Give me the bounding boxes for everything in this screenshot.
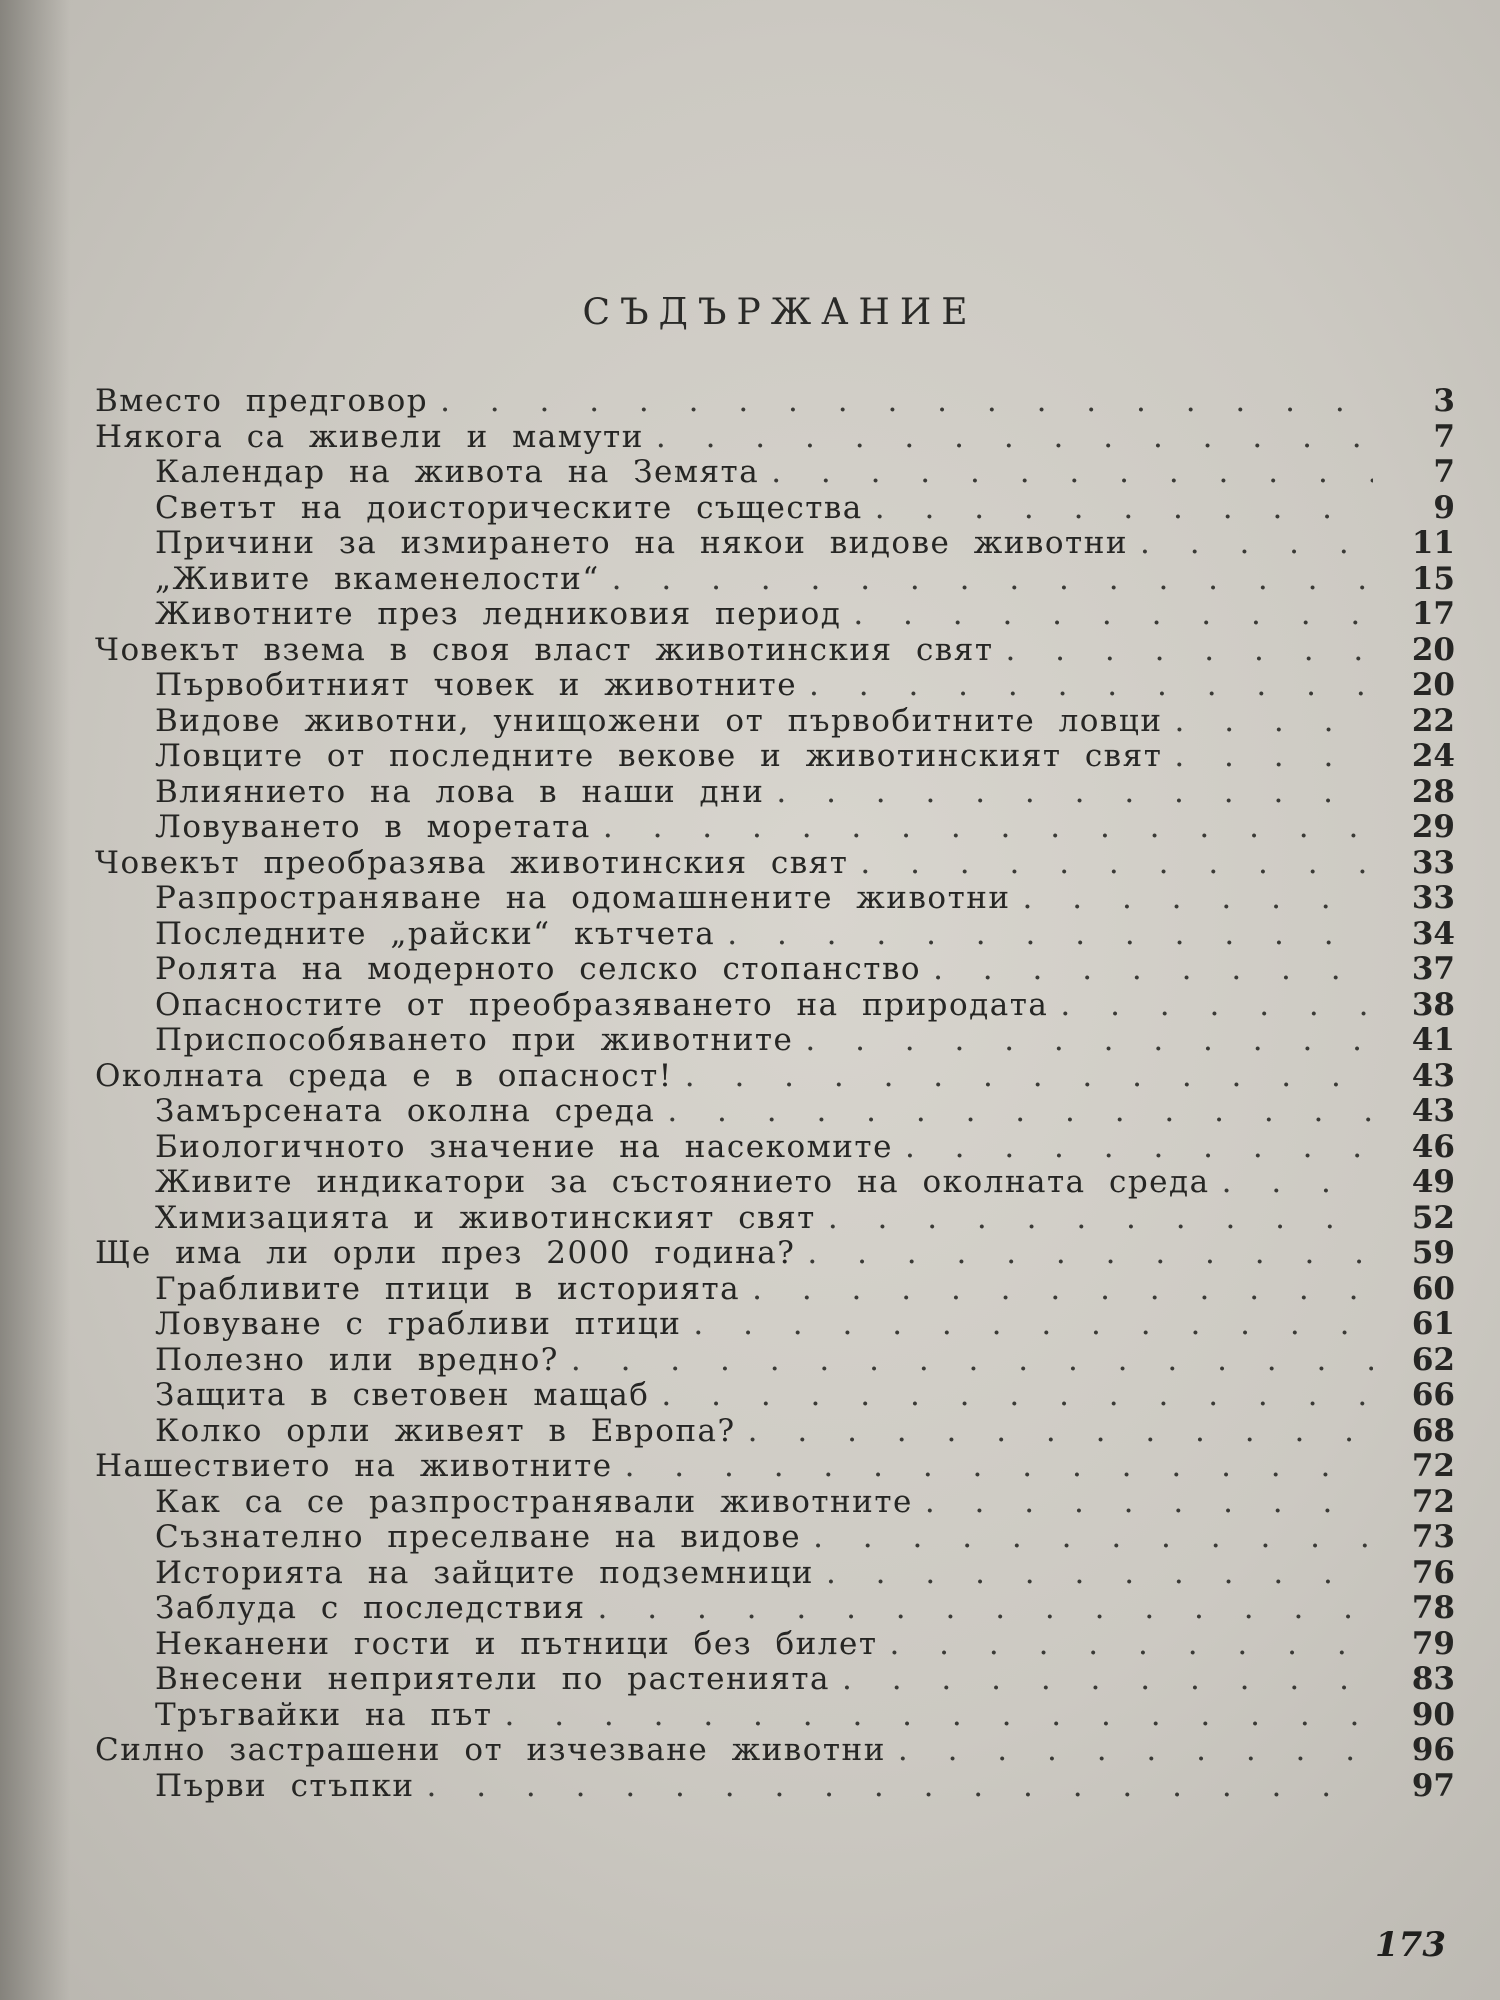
toc-entry-page: 28 [1411, 773, 1455, 810]
toc-entry-page: 20 [1411, 631, 1455, 668]
toc-entry [95, 1093, 1455, 1129]
dot-leader [853, 596, 1373, 632]
dot-leader [925, 1484, 1373, 1520]
toc-entry-page: 68 [1411, 1412, 1455, 1449]
dot-leader [752, 1271, 1373, 1307]
toc-entry-label: Видове животни, унищожени от първобитните ловци [155, 702, 1163, 739]
toc-entry-label: Колко орли живеят в Европа? [155, 1412, 736, 1449]
toc-entry [95, 916, 1455, 952]
toc-entry [95, 1235, 1455, 1271]
dot-leader [1060, 987, 1373, 1023]
toc-entry-label: Опасностите от преобразяването на природата [155, 986, 1049, 1023]
dot-leader [748, 1413, 1373, 1449]
toc-entry-page: 15 [1411, 560, 1455, 597]
toc-entry [95, 1129, 1455, 1165]
toc-entry [95, 809, 1455, 845]
toc-entry-label: Заблуда с последствия [155, 1590, 586, 1626]
toc-entry [95, 987, 1455, 1023]
toc-entry-page: 72 [1411, 1448, 1455, 1484]
toc-entry-page: 3 [1433, 383, 1455, 419]
toc-entry-page: 90 [1411, 1696, 1455, 1733]
toc-entry [95, 632, 1455, 668]
toc-entry-label: Как са се разпространявали животните [155, 1483, 913, 1520]
dot-leader [440, 383, 1373, 419]
toc-entry-label: Неканени гости и пътници без билет [155, 1625, 878, 1662]
toc-entry [95, 1164, 1455, 1200]
toc-entry [95, 490, 1455, 526]
toc-entry-label: Приспособяването при животните [155, 1022, 794, 1058]
toc-entry-label: Живите индикатори за състоянието на околната среда [155, 1164, 1210, 1200]
page-title: СЪДЪРЖАНИЕ [582, 292, 978, 333]
dot-leader [776, 774, 1373, 810]
dot-leader [875, 490, 1373, 526]
toc-entry [95, 1022, 1455, 1058]
dot-leader [809, 667, 1373, 703]
toc-entry-label: Човекът взема в своя власт животинския свят [95, 631, 994, 668]
toc-entry [95, 1306, 1455, 1342]
toc-entry-label: Причини за измирането на някои видове животни [155, 525, 1129, 561]
dot-leader [603, 809, 1373, 845]
toc-entry [95, 880, 1455, 916]
dot-leader [807, 1235, 1373, 1271]
toc-entry [95, 951, 1455, 987]
toc-entry-label: Силно застрашени от изчезване животни [95, 1732, 886, 1768]
dot-leader [898, 1732, 1373, 1768]
toc-entry [95, 667, 1455, 703]
dot-leader [889, 1626, 1373, 1662]
toc-entry-page: 41 [1411, 1022, 1455, 1058]
dot-leader [933, 951, 1373, 987]
toc-entry-page: 52 [1411, 1199, 1455, 1236]
dot-leader [826, 1555, 1373, 1591]
toc-entry-label: Полезно или вредно? [155, 1341, 559, 1378]
toc-entry-page: 7 [1433, 418, 1455, 455]
toc-entry-page: 46 [1411, 1128, 1455, 1165]
toc-entry-page: 29 [1411, 809, 1455, 845]
page-number: 173 [1375, 1925, 1446, 1965]
toc-entry [95, 1200, 1455, 1236]
toc-entry-page: 38 [1411, 986, 1455, 1023]
toc-entry-page: 66 [1411, 1377, 1455, 1413]
dot-leader [1140, 525, 1373, 561]
toc-entry-page: 24 [1411, 738, 1455, 774]
toc-entry-page: 76 [1411, 1554, 1455, 1591]
toc-entry [95, 1342, 1455, 1378]
toc-entry-label: Някога са живели и мамути [95, 418, 644, 455]
toc-entry [95, 1661, 1455, 1697]
dot-leader [667, 1093, 1373, 1129]
toc-entry [95, 1058, 1455, 1094]
toc-entry-label: Първи стъпки [155, 1767, 415, 1804]
toc-entry-page: 72 [1411, 1483, 1455, 1520]
toc-entry [95, 738, 1455, 774]
toc-entry-page: 37 [1411, 951, 1455, 987]
toc-entry-label: Ловците от последните векове и животинският свят [155, 738, 1163, 774]
toc-entry-label: Календар на живота на Земята [155, 454, 760, 490]
toc-entry [95, 419, 1455, 455]
toc-entry-label: Ролята на модерното селско стопанство [155, 951, 922, 987]
toc-entry-label: Влиянието на лова в наши дни [155, 773, 765, 810]
toc-entry-label: Животните през ледниковия период [155, 596, 842, 632]
toc-entry-label: Тръгвайки на път [155, 1696, 493, 1733]
toc-entry-page: 20 [1411, 667, 1455, 703]
toc-entry-page: 49 [1411, 1164, 1455, 1200]
toc-entry [95, 1768, 1455, 1804]
dot-leader [1174, 738, 1373, 774]
toc-entry [95, 1519, 1455, 1555]
toc-entry [95, 1377, 1455, 1413]
toc-entry-page: 83 [1411, 1661, 1455, 1697]
toc-entry-label: „Живите вкаменелости“ [155, 560, 600, 597]
toc-entry-page: 96 [1411, 1732, 1455, 1768]
dot-leader [505, 1697, 1373, 1733]
toc-entry [95, 1413, 1455, 1449]
toc-entry-label: Ловуване с грабливи птици [155, 1306, 682, 1342]
toc-entry-page: 61 [1411, 1306, 1455, 1342]
toc-entry-label: Биологичното значение на насекомите [155, 1128, 893, 1165]
dot-leader [661, 1377, 1373, 1413]
dot-leader [1023, 880, 1373, 916]
toc-entry-page: 60 [1411, 1270, 1455, 1307]
dot-leader [571, 1342, 1373, 1378]
dot-leader [828, 1200, 1373, 1236]
toc-entry [95, 1732, 1455, 1768]
toc-entry-label: Ловуването в моретата [155, 809, 591, 845]
toc-entry [95, 383, 1455, 419]
dot-leader [860, 845, 1373, 881]
toc-entry-label: Замърсената околна среда [155, 1093, 656, 1129]
toc-entry-page: 33 [1411, 844, 1455, 881]
dot-leader [1222, 1164, 1373, 1200]
toc-entry-page: 78 [1411, 1590, 1455, 1626]
toc-entry [95, 1697, 1455, 1733]
toc-entry [95, 1555, 1455, 1591]
table-of-contents [95, 383, 1455, 1803]
toc-entry-label: Нашествието на животните [95, 1448, 613, 1484]
toc-entry-label: Историята на зайците подземници [155, 1554, 814, 1591]
dot-leader [656, 419, 1373, 455]
toc-entry-label: Защита в световен мащаб [155, 1377, 650, 1413]
toc-entry [95, 845, 1455, 881]
toc-entry-label: Околната среда е в опасност! [95, 1057, 673, 1094]
toc-entry [95, 774, 1455, 810]
toc-entry [95, 1448, 1455, 1484]
toc-entry-page: 79 [1411, 1625, 1455, 1662]
dot-leader [1174, 703, 1373, 739]
dot-leader [612, 561, 1373, 597]
toc-entry [95, 525, 1455, 561]
toc-entry-label: Съзнателно преселване на видове [155, 1519, 802, 1555]
toc-entry-label: Човекът преобразява животинския свят [95, 844, 849, 881]
toc-entry [95, 1271, 1455, 1307]
toc-entry [95, 454, 1455, 490]
dot-leader [1005, 632, 1373, 668]
toc-entry-label: Химизацията и животинският свят [155, 1199, 816, 1236]
dot-leader [693, 1306, 1373, 1342]
dot-leader [842, 1661, 1373, 1697]
toc-entry-label: Внесени неприятели по растенията [155, 1661, 830, 1697]
toc-entry-page: 43 [1411, 1057, 1455, 1094]
toc-entry-page: 59 [1411, 1235, 1455, 1271]
toc-entry-page: 62 [1411, 1341, 1455, 1378]
dot-leader [427, 1768, 1373, 1804]
toc-entry-label: Последните „райски“ кътчета [155, 915, 716, 952]
dot-leader [771, 454, 1373, 490]
toc-entry-page: 33 [1411, 880, 1455, 916]
toc-entry-page: 9 [1433, 489, 1455, 526]
toc-entry [95, 1484, 1455, 1520]
toc-entry-page: 43 [1411, 1093, 1455, 1129]
dot-leader [727, 916, 1373, 952]
toc-entry-page: 73 [1411, 1519, 1455, 1555]
toc-entry-label: Вместо предговор [95, 383, 429, 419]
toc-entry [95, 1626, 1455, 1662]
dot-leader [805, 1022, 1373, 1058]
dot-leader [813, 1519, 1373, 1555]
toc-entry-page: 97 [1411, 1767, 1455, 1804]
dot-leader [905, 1129, 1373, 1165]
toc-entry-label: Разпространяване на одомашнените животни [155, 880, 1011, 916]
toc-entry-label: Първобитният човек и животните [155, 667, 798, 703]
dot-leader [685, 1058, 1373, 1094]
toc-entry-page: 7 [1433, 454, 1455, 490]
toc-entry [95, 596, 1455, 632]
toc-entry [95, 1590, 1455, 1626]
toc-entry-page: 34 [1411, 915, 1455, 952]
toc-entry-page: 22 [1411, 702, 1455, 739]
toc-entry-page: 17 [1411, 596, 1455, 632]
toc-entry-label: Грабливите птици в историята [155, 1270, 741, 1307]
dot-leader [625, 1448, 1373, 1484]
toc-entry-label: Светът на доисторическите същества [155, 489, 863, 526]
toc-entry-page: 11 [1411, 525, 1455, 561]
dot-leader [598, 1590, 1373, 1626]
toc-entry [95, 703, 1455, 739]
toc-entry-label: Ще има ли орли през 2000 година? [95, 1235, 796, 1271]
toc-entry [95, 561, 1455, 597]
